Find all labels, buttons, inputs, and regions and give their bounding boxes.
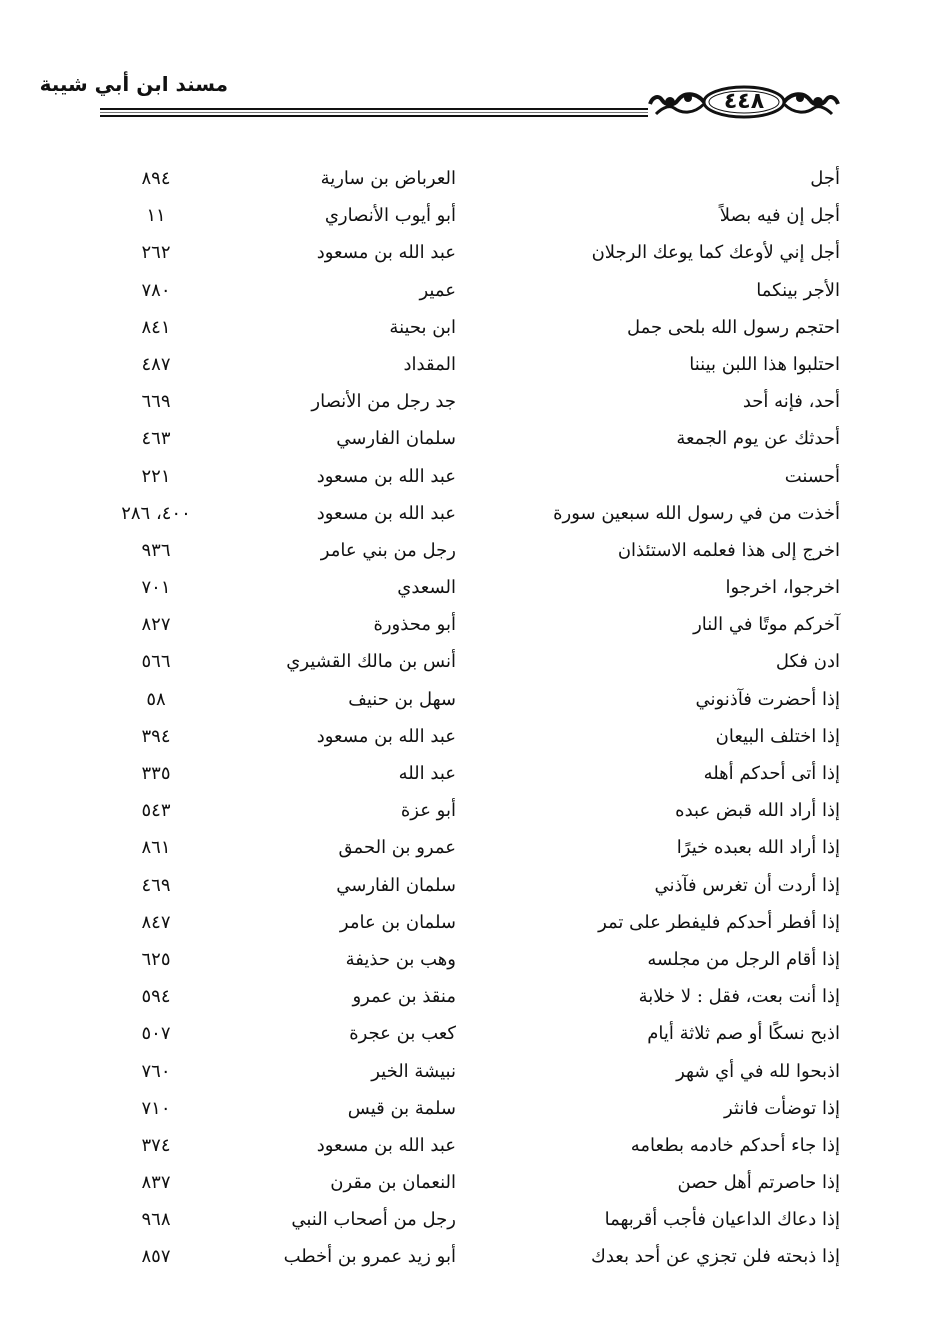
hadith-opening-text: احتلبوا هذا اللبن بيننا	[689, 353, 840, 375]
narrator-name: منقذ بن عمرو	[352, 986, 456, 1008]
hadith-opening-text: اذبحوا لله في أي شهر	[676, 1060, 840, 1082]
hadith-opening-text: أجل إني لأوعك كما يوعك الرجلان	[591, 242, 840, 264]
hadith-opening-text: إذا أتى أحدكم أهله	[703, 763, 840, 784]
hadith-opening-text: إذا أراد الله قبض عبده	[675, 800, 840, 822]
index-row	[100, 1168, 840, 1205]
hadith-opening-text: إذا أحضرت فآذنوني	[695, 688, 840, 710]
narrator-name: النعمان بن مقرن	[330, 1172, 456, 1194]
hadith-opening-text: إذا جاء أحدكم خادمه بطعامه	[630, 1134, 840, 1156]
index-row	[100, 1205, 840, 1242]
hadith-number: ٥٨	[146, 688, 166, 710]
hadith-number: ١١	[146, 205, 166, 227]
hadith-opening-text: احتجم رسول الله بلحى جمل	[626, 316, 840, 338]
narrator-name: سهل بن حنيف	[348, 688, 456, 710]
hadith-number: ٧٨٠	[141, 279, 171, 301]
narrator-name: عمير	[419, 279, 456, 301]
hadith-number: ٧٦٠	[141, 1060, 171, 1082]
hadith-number: ٥٦٦	[141, 651, 171, 673]
hadith-opening-text: إذا توضأت فانثر	[724, 1097, 840, 1119]
narrator-name: عبد الله بن مسعود	[316, 502, 456, 524]
hadith-number: ٩٣٦	[141, 539, 171, 561]
index-row	[100, 1131, 840, 1168]
index-row	[100, 238, 840, 275]
index-row	[100, 1019, 840, 1056]
index-row	[100, 759, 840, 796]
hadith-opening-text: أجل إن فيه بصلاً	[719, 205, 840, 227]
index-row	[100, 1057, 840, 1094]
index-row	[100, 536, 840, 573]
hadith-number: ٣٣٥	[141, 763, 171, 784]
narrator-name: عمرو بن الحمق	[338, 837, 456, 859]
hadith-opening-text: إذا أقام الرجل من مجلسه	[647, 948, 840, 970]
index-row	[100, 350, 840, 387]
index-row	[100, 313, 840, 350]
hadith-number: ٣٩٤	[141, 725, 171, 747]
hadith-opening-text: آخركم موتًا في النار	[693, 614, 840, 636]
hadith-opening-text: اذبح نسكًا أو صم ثلاثة أيام	[647, 1023, 840, 1045]
hadith-number: ٢٦٢	[141, 242, 171, 264]
hadith-number: ٨٣٧	[141, 1172, 171, 1194]
narrator-name: عبد الله بن مسعود	[316, 1134, 456, 1156]
hadith-number: ٤٨٧	[141, 353, 171, 375]
hadith-opening-text: أحسنت	[784, 465, 840, 487]
hadith-index-list	[100, 164, 840, 1280]
hadith-number: ٨٤٧	[141, 911, 171, 933]
index-row	[100, 201, 840, 238]
hadith-number: ٢٢١	[141, 465, 171, 487]
page-number: ٤٤٨	[723, 89, 765, 114]
narrator-name: عبد الله	[398, 763, 456, 784]
hadith-opening-text: أحدثك عن يوم الجمعة	[676, 428, 840, 450]
hadith-number: ٦٢٥	[141, 948, 171, 970]
narrator-name: كعب بن عجرة	[349, 1023, 456, 1045]
hadith-opening-text: اخرجوا، اخرجوا	[725, 577, 840, 599]
narrator-name: المقداد	[403, 353, 456, 375]
hadith-opening-text: أجل	[810, 168, 840, 189]
narrator-name: رجل من أصحاب النبي	[291, 1209, 456, 1231]
hadith-opening-text: أحد، فإنه أحد	[742, 391, 840, 413]
index-row	[100, 647, 840, 684]
hadith-number: ٥٠٧	[141, 1023, 171, 1045]
book-title: مسند ابن أبي شيبة	[39, 72, 228, 96]
hadith-opening-text: إذا أردت أن تغرس فآذني	[654, 874, 840, 896]
narrator-name: ابن بحينة	[389, 316, 456, 338]
index-row	[100, 945, 840, 982]
hadith-opening-text: إذا حاصرتم أهل حصن	[677, 1172, 840, 1194]
index-row	[100, 1094, 840, 1131]
hadith-opening-text: إذا أنت بعت، فقل : لا خلابة	[638, 986, 840, 1008]
hadith-number: ٩٦٨	[141, 1209, 171, 1231]
hadith-number: ٤٦٣	[141, 428, 171, 450]
header-rule-inner	[100, 112, 648, 113]
narrator-name: رجل من بني عامر	[320, 539, 456, 561]
hadith-number: ٥٤٣	[141, 800, 171, 822]
hadith-number: ٥٩٤	[141, 986, 171, 1008]
index-row	[100, 164, 840, 201]
hadith-opening-text: الأجر بينكما	[756, 279, 840, 301]
index-row	[100, 462, 840, 499]
index-row	[100, 387, 840, 424]
narrator-name: أبو زيد عمرو بن أخطب	[283, 1246, 456, 1268]
index-row	[100, 982, 840, 1019]
narrator-name: السعدي	[397, 577, 456, 599]
index-row	[100, 722, 840, 759]
narrator-name: نبيشة الخير	[371, 1060, 456, 1082]
hadith-number: ٨٩٤	[141, 168, 171, 189]
hadith-opening-text: إذا أراد الله بعبده خيرًا	[676, 837, 840, 859]
hadith-opening-text: اخرج إلى هذا فعلمه الاستئذان	[617, 539, 840, 561]
hadith-number: ٨٥٧	[141, 1246, 171, 1268]
narrator-name: سلمة بن قيس	[347, 1097, 456, 1119]
hadith-number: ٧١٠	[141, 1097, 171, 1119]
index-row	[100, 685, 840, 722]
hadith-opening-text: إذا ذبحته فلن تجزي عن أحد بعدك	[591, 1246, 840, 1268]
index-row	[100, 833, 840, 870]
hadith-opening-text: أخذت من في رسول الله سبعين سورة	[553, 502, 840, 524]
hadith-opening-text: إذا اختلف البيعان	[715, 725, 840, 747]
page-header	[0, 0, 936, 140]
narrator-name: أبو عزة	[400, 800, 456, 822]
hadith-number: ٨٦١	[141, 837, 171, 859]
narrator-name: أبو محذورة	[373, 614, 456, 636]
narrator-name: سلمان بن عامر	[339, 911, 456, 933]
hadith-opening-text: ادن فكل	[775, 651, 840, 673]
index-row	[100, 499, 840, 536]
narrator-name: وهب بن حذيفة	[345, 948, 456, 970]
index-row	[100, 796, 840, 833]
narrator-name: العرباض بن سارية	[320, 168, 456, 189]
hadith-number: ٧٠١	[141, 577, 171, 599]
narrator-name: عبد الله بن مسعود	[316, 242, 456, 264]
index-row	[100, 908, 840, 945]
hadith-number: ٤٦٩	[141, 874, 171, 896]
narrator-name: أنس بن مالك القشيري	[286, 651, 456, 673]
narrator-name: جد رجل من الأنصار	[311, 391, 456, 413]
index-row	[100, 871, 840, 908]
hadith-number: ٣٧٤	[141, 1134, 171, 1156]
index-row	[100, 573, 840, 610]
hadith-opening-text: إذا أفطر أحدكم فليفطر على تمر	[598, 911, 840, 933]
index-row	[100, 424, 840, 461]
narrator-name: عبد الله بن مسعود	[316, 725, 456, 747]
hadith-opening-text: إذا دعاك الداعيان فأجب أقربهما	[604, 1209, 840, 1231]
narrator-name: عبد الله بن مسعود	[316, 465, 456, 487]
hadith-number: ٨٢٧	[141, 614, 171, 636]
index-row	[100, 1242, 840, 1279]
hadith-number: ٨٤١	[141, 316, 171, 338]
narrator-name: سلمان الفارسي	[336, 874, 456, 896]
narrator-name: سلمان الفارسي	[336, 428, 456, 450]
index-row	[100, 610, 840, 647]
narrator-name: أبو أيوب الأنصاري	[324, 205, 456, 227]
hadith-number: ٤٠٠، ٢٨٦	[121, 502, 191, 524]
index-row	[100, 276, 840, 313]
hadith-number: ٦٦٩	[141, 391, 171, 413]
